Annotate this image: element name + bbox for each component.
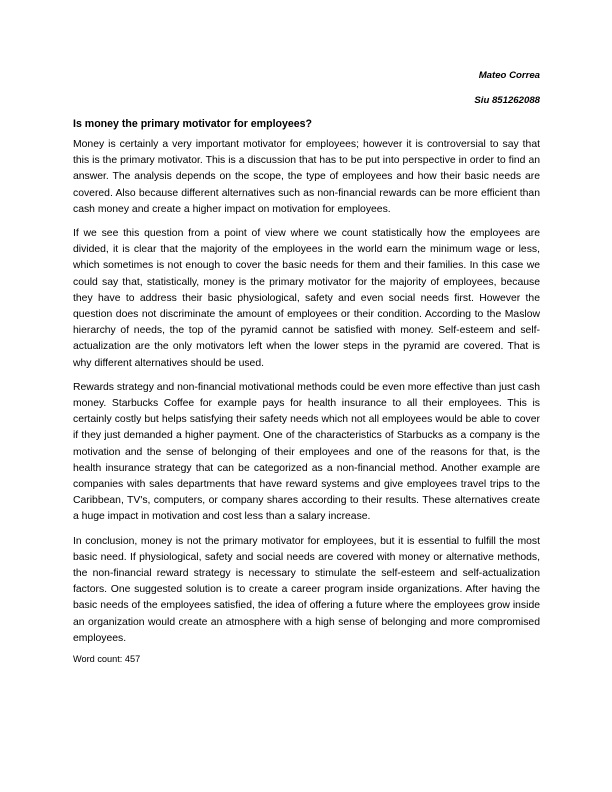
paragraph-intro: Money is certainly a very important motivator for employees; however it is controversial to say that this is the primary motivator. This is a discussion that has to be put into perspective in order to find an answer. The analysis depends on the scope, the type of employees and how their basic needs are covered. Also because different alternatives such as non-financial rewards can be more efficient than cash money and create a higher impact on motivation for employees. — [73, 139, 540, 215]
student-id: Siu 851262088 — [474, 95, 540, 106]
document-page — [73, 70, 540, 665]
paragraph-rewards: Rewards strategy and non-financial motivational methods could be even more effective than just cash money. Starbucks Coffee for example pays for health insurance to all their employees. This is certainly costly but helps satisfying their safety needs which not all employees would be able to cover if they just demanded a higher payment. One of the characteristics of Starbucks as a company is the motivation and the sense of belonging of their employees and one of the reasons for that, is the health insurance strategy that can be categorized as a non-financial method. Another example are companies with sales departments that have reward systems and give employees travel trips to the Caribbean, TV's, computers, or company shares according to their results. These alternatives create a huge impact in motivation and cost less than a salary increase. — [73, 381, 540, 523]
word-count: Word count: 457 — [73, 654, 141, 665]
author-name: Mateo Correa — [478, 70, 540, 81]
document-title: Is money the primary motivator for employees? — [73, 118, 313, 130]
paragraph-statistics: If we see this question from a point of view where we count statistically how the employees are divided, it is clear that the majority of the employees in the world earn the minimum wage or less, which sometimes is not enough to cover the basic needs for them and their families. In this case we could say that, statistically, money is the primary motivator for the majority of employees, because they have to address their basic physiological, safety and even social needs first. However the question does not discriminate the amount of employees or their condition. According to the Maslow hierarchy of needs, the top of the pyramid cannot be satisfied with money. Self-esteem and self-actualization are the only motivators left when the lower steps in the pyramid are covered. That is why different alternatives should be used. — [73, 228, 540, 369]
paragraph-conclusion: In conclusion, money is not the primary motivator for employees, but it is essential to fulfill the most basic need. If physiological, safety and social needs are covered with money or alternative methods, the non-financial reward strategy is necessary to stimulate the self-esteem and self-actualization factors. One suggested solution is to create a career program inside organizations. After having the basic needs of the employees satisfied, the idea of offering a future where the employees grow inside an organization would create an atmosphere with a high sense of belonging and more compromised employees. — [73, 535, 540, 644]
